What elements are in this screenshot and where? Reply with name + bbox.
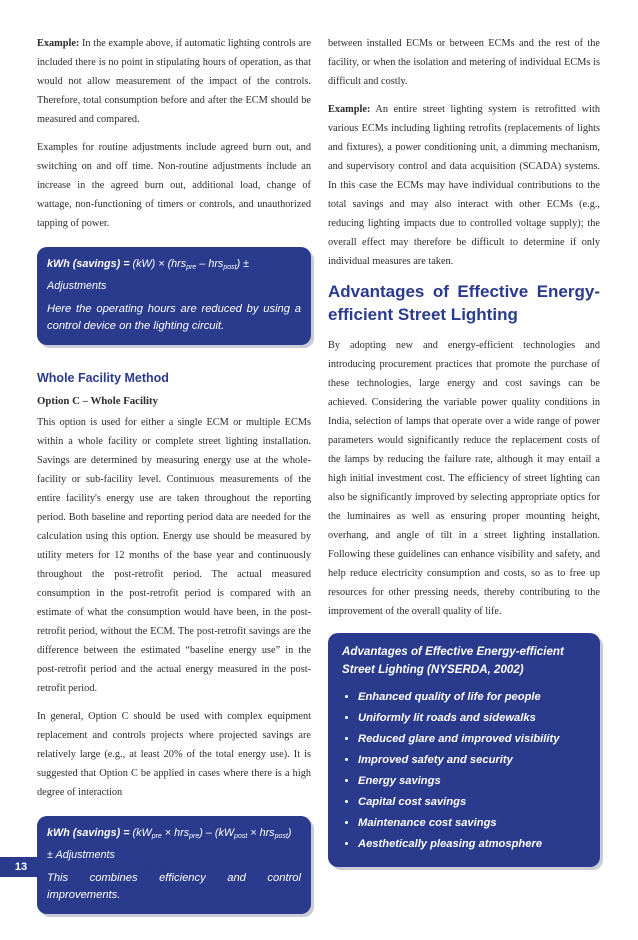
formula-part: (kW) × (hrs — [129, 258, 187, 270]
subscript: pre — [151, 833, 162, 840]
example-label: Example: — [328, 104, 371, 115]
list-item: • Reduced glare and improved visibility — [358, 729, 588, 750]
list-item: • Maintenance cost savings — [358, 813, 588, 834]
example-text: An entire street lighting system is retrofitted with various ECMs including lighting retrofits (replacements of lights and fixtures), a power conditioning unit, a dimming mechanism, and supervisory control and data acquisition (SCADA) systems. In this case the ECMs may have individual contributions to the total savings and may also interact with other ECMs (e.g., reducing lighting impacts due to controlled voltage supply); the overall effect may therefore be difficult to determine if only individual measures are taken. — [328, 104, 600, 267]
subscript: post — [223, 264, 237, 271]
whole-facility-heading: Whole Facility Method — [37, 371, 169, 385]
continuation-paragraph: between installed ECMs or between ECMs and the rest of the facility, or when the isolation and metering of individual ECMs is difficult and costly. — [328, 38, 600, 87]
advantages-box-title: Advantages of Effective Energy-efficient Street Lighting (NYSERDA, 2002) — [342, 645, 564, 676]
right-column — [328, 34, 600, 867]
list-item: • Improved safety and security — [358, 750, 588, 771]
advantages-section-heading: Advantages of Effective Energy-efficient Street Lighting — [328, 282, 600, 324]
formula-part: (kW — [129, 827, 152, 839]
formula-lead: kWh (savings) = — [47, 258, 130, 270]
page-footer — [0, 856, 638, 878]
advantages-paragraph: By adopting new and energy-efficient technologies and introducing procurement practices that promote the purchase of these technologies, large energy and cost savings can be achieved. Considering the variable power quality conditions in India, selection of lamps that operate over a wide range of power parameters would significantly reduce the replacement costs of the lamps by reducing the failure rate, although it may entail a high initial investment cost. The efficiency of street lighting can also be significantly improved by selecting appropriate optics for the luminaires as well as ensuring proper mounting height, overhang, and angle of tilt in a street lighting installation. Following these guidelines can enhance visibility and safety, and help reduce electricity consumption and costs, so as to free up resources for other pressing needs, thereby contributing to the improvement of the overall quality of life. — [328, 340, 600, 617]
list-item: • Enhanced quality of life for people — [358, 687, 588, 708]
example-paragraph-2 — [328, 100, 600, 271]
example-label: Example: — [37, 38, 80, 49]
subscript: post — [234, 833, 248, 840]
example-paragraph — [37, 34, 311, 129]
formula-box-option-b — [37, 247, 311, 345]
adjustments-paragraph: Examples for routine adjustments include agreed burn out, and switching on and off time. Non-routine adjustments include an increase in the agreed burn out, additional load, change of wattage, non-functioning of timers or controls, and unauthorized tapping of power. — [37, 142, 311, 229]
option-c-general-paragraph: In general, Option C should be used with complex equipment replacement and controls projects where projected savings are relatively large (e.g., at least 20% of the total energy use). It is suggested that Option C be applied in cases where there is a high degree of interaction — [37, 711, 311, 798]
formula-part: – hrs — [196, 258, 224, 270]
formula-part: ) — [287, 827, 292, 839]
formula-adjustments: ± Adjustments — [47, 849, 115, 861]
formula-part: × hrs — [247, 827, 275, 839]
formula-b — [47, 255, 301, 295]
list-item: • Energy savings — [358, 771, 588, 792]
subscript: post — [274, 833, 288, 840]
page-number: 13 — [0, 857, 42, 877]
formula-note: This combines efficiency and control improvements. — [47, 872, 301, 901]
formula-part: ) – (kW — [199, 827, 235, 839]
version-label: Version 2.0 — June, 2010 — [90, 862, 178, 872]
list-item: • Aesthetically pleasing atmosphere — [358, 834, 588, 855]
advantages-list — [342, 687, 588, 855]
formula-lead: kWh (savings) = — [47, 827, 130, 839]
advantages-box — [328, 633, 600, 867]
option-c-paragraph: This option is used for either a single ECM or multiple ECMs within a whole facility or complete street lighting installation. Savings are determined by measuring energy use at the whole-facility or sub-facility level. Continuous measurements of the entire facility's energy use are taken throughout the reporting period. Both baseline and reporting period data are needed for the calculation using this option. Energy use should be measured by utility meters for 12 months of the base year and continuously throughout the post-retrofit period. The actual measured consumption in the post-retrofit period is compared with an estimate of what the consumption would have been, in the post-retrofit period, without the ECM. The post-retrofit savings are the difference between the estimated “baseline energy use” in the post-retrofit period and the actual energy measured in the post-retrofit period. — [37, 417, 311, 694]
list-item: • Capital cost savings — [358, 792, 588, 813]
subscript: pre — [186, 264, 197, 271]
left-column — [37, 34, 311, 940]
formula-part: × hrs — [161, 827, 190, 839]
list-item: • Uniformly lit roads and sidewalks — [358, 708, 588, 729]
subscript: pre — [189, 833, 200, 840]
option-c-heading: Option C – Whole Facility — [37, 395, 158, 407]
formula-note: Here the operating hours are reduced by using a control device on the lighting circuit. — [47, 303, 301, 332]
formula-part: ) ± Adjustments — [47, 258, 250, 292]
example-text: In the example above, if automatic lighting controls are included there is no point in stipulating hours of operation, as that would not allow measurement of the impact of the controls. Therefore, total consumption before and after the ECM should be measured and compared. — [37, 38, 311, 125]
